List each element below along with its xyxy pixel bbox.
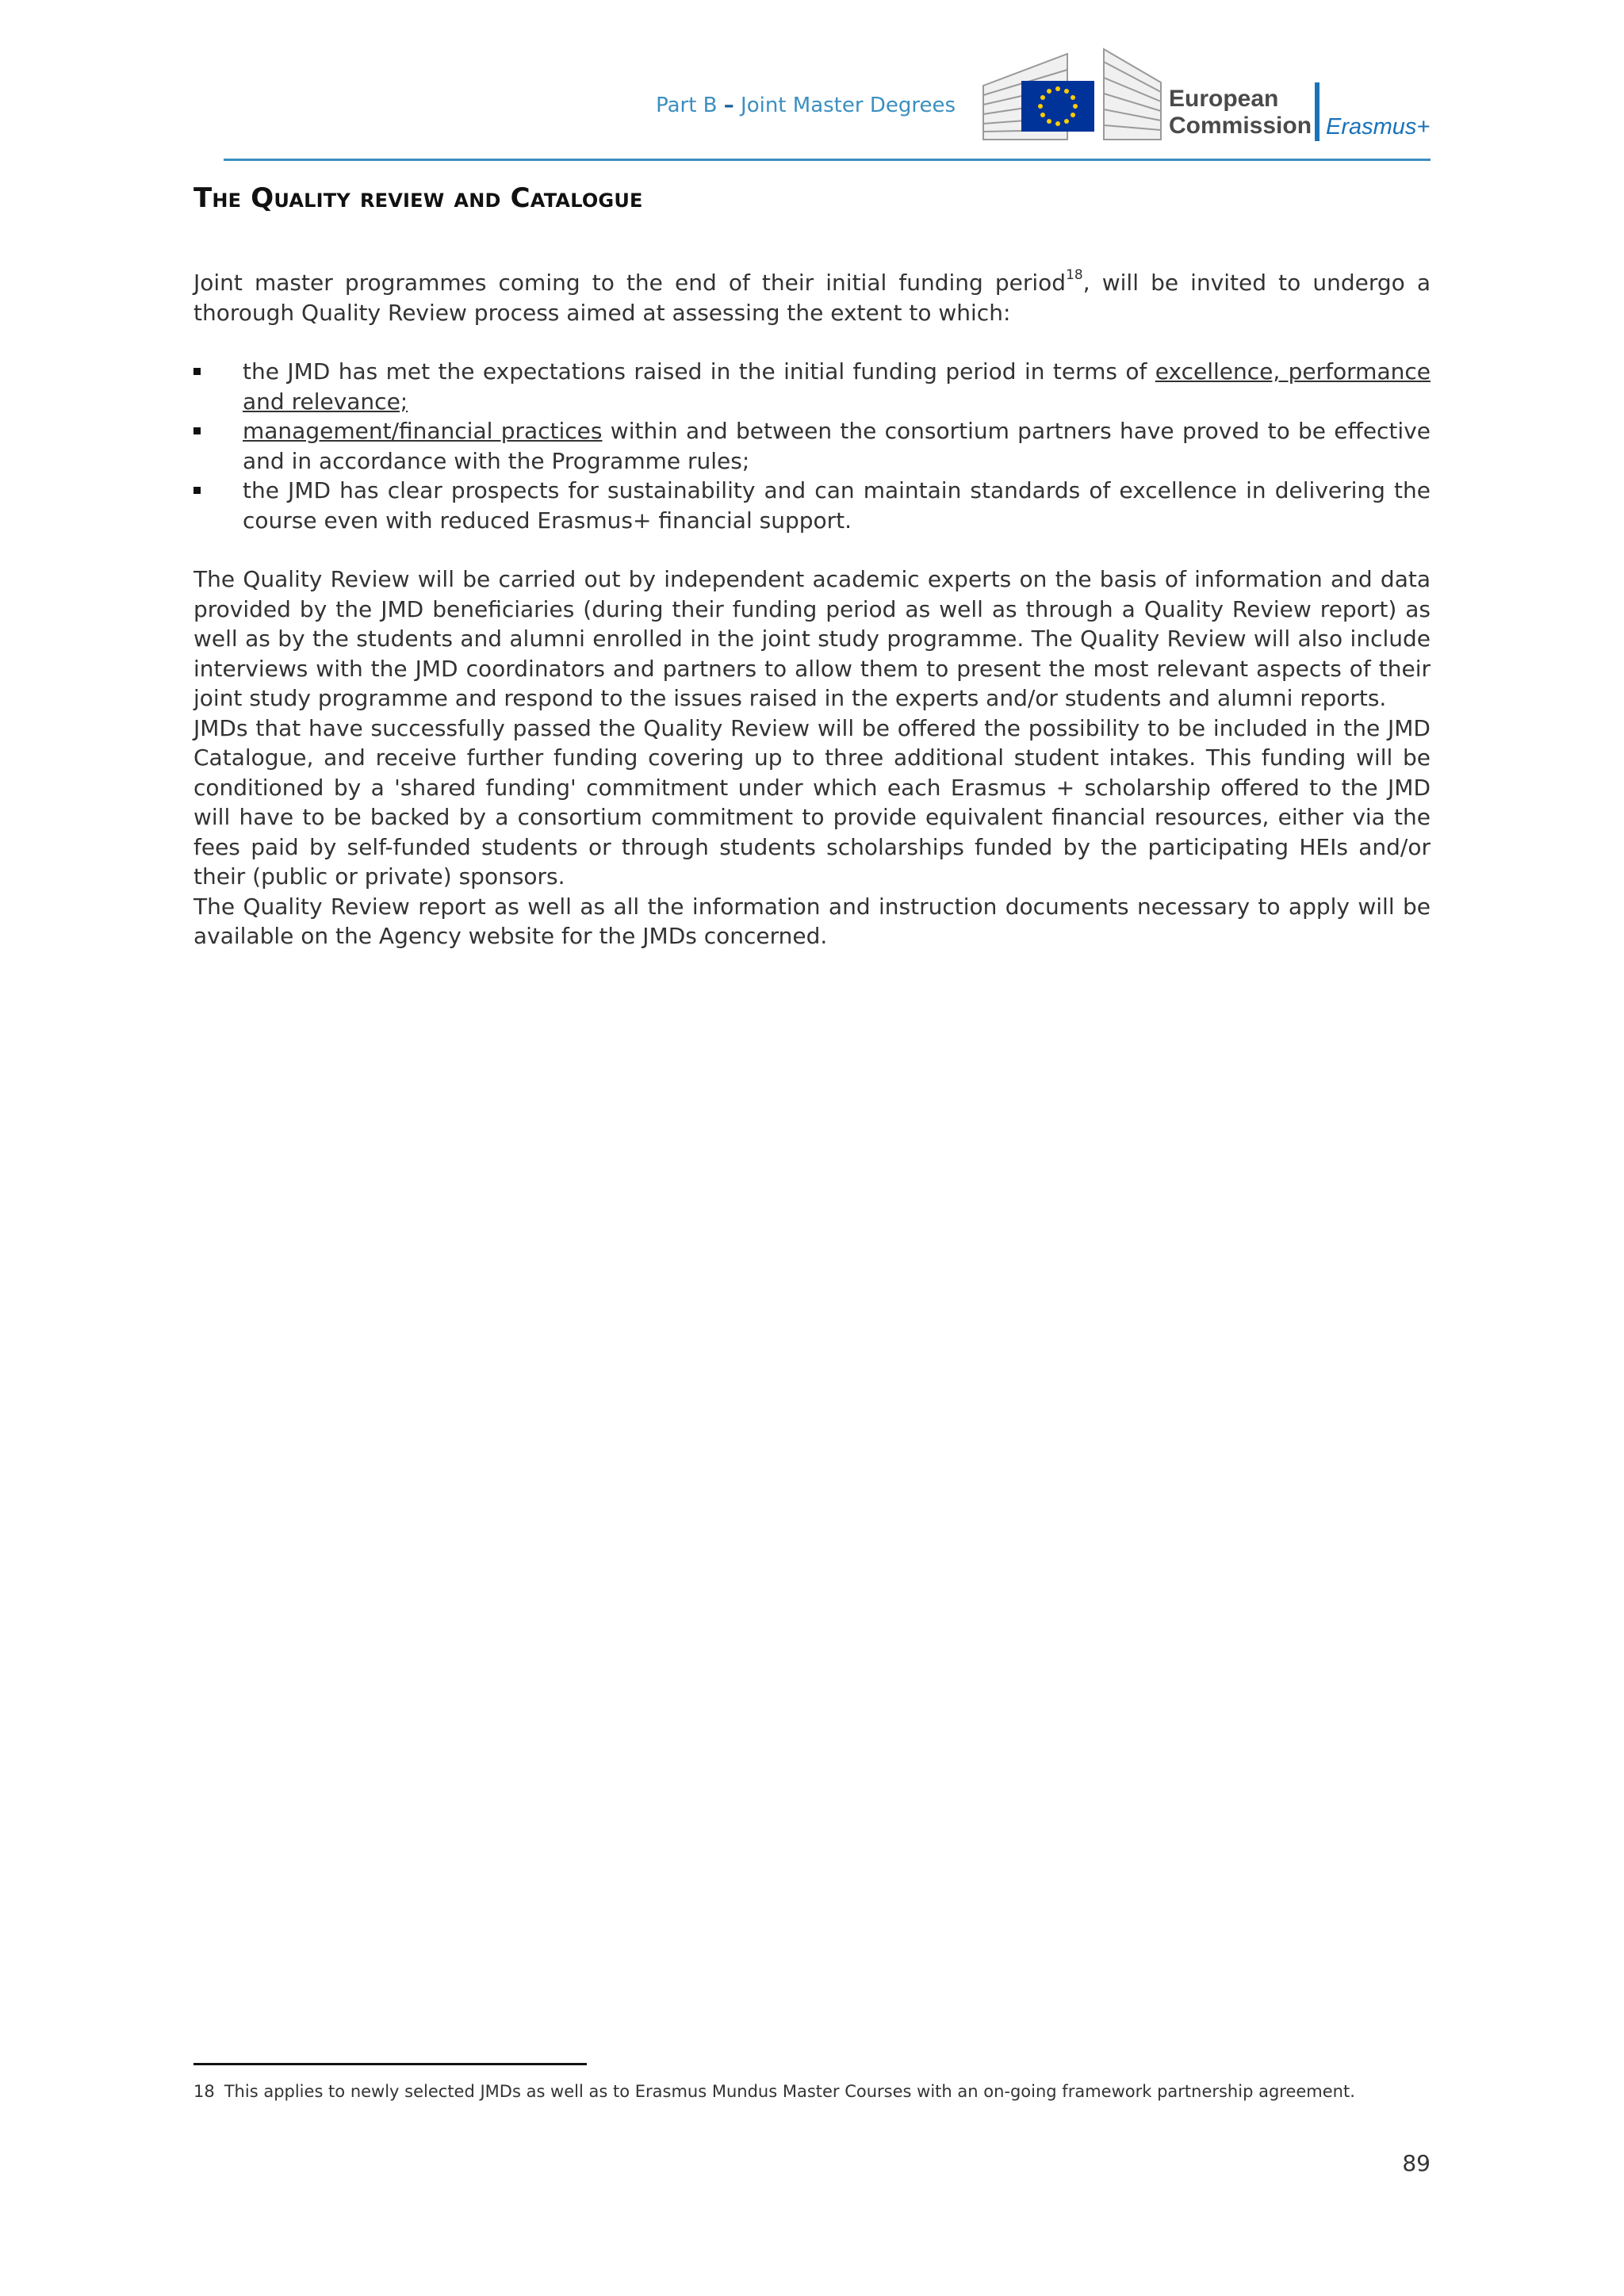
list-item-underlined: management/financial practices — [243, 418, 603, 444]
logo-line-commission: Commission — [1169, 113, 1312, 139]
logo-divider — [1315, 82, 1320, 141]
logo-line-european: European — [1169, 86, 1279, 112]
bullet-icon — [193, 427, 201, 434]
header-rule — [224, 159, 1431, 161]
footnote-reference[interactable]: 18 — [1066, 267, 1083, 283]
header-section: Joint Master Degrees — [741, 94, 956, 117]
list-item-underlined: excellence, performance and relevance; — [243, 358, 1431, 415]
page-number: 89 — [1402, 2150, 1431, 2176]
intro-text-before: Joint master programmes coming to the end of their initial funding period — [193, 270, 1067, 296]
header-part: Part B — [656, 94, 718, 117]
footnote-number: 18 — [193, 2082, 215, 2101]
page-content — [193, 182, 1431, 951]
header-dash: – — [723, 94, 734, 117]
intro-paragraph — [193, 268, 1431, 327]
criteria-list — [193, 357, 1431, 535]
erasmus-plus-logo: Erasmus+ — [1326, 114, 1431, 140]
footnote-rule — [193, 2063, 587, 2065]
european-commission-logo-icon — [980, 46, 1164, 144]
list-item-text: the JMD has clear prospects for sustainability and can maintain standards of excellence in delivering the course even with reduced Erasmus+ financial support. — [243, 477, 1431, 534]
list-item — [193, 416, 1431, 476]
list-item-text: the JMD has met the expectations raised in the initial funding period in terms of — [243, 358, 1155, 385]
list-item — [193, 357, 1431, 416]
bullet-icon — [193, 368, 201, 375]
body-paragraph: The Quality Review report as well as all the information and instruction documents necessary to apply will be available on the Agency website for the JMDs concerned. — [193, 893, 1431, 949]
running-header — [555, 94, 956, 117]
logo-wordmark — [1169, 86, 1312, 140]
intro-text-after: , will be invited to undergo a thorough Quality Review process aimed at assessing the extent to which: — [193, 270, 1431, 326]
body-paragraph: JMDs that have successfully passed the Quality Review will be offered the possibility to be included in the JMD Catalogue, and receive further funding covering up to three additional student intakes. This funding will be conditioned by a 'shared funding' commitment under which each Erasmus + scholarship offered to the JMD will have to be backed by a consortium commitment to provide equivalent financial resources, either via the fees paid by self-funded students or through students scholarships funded by the participating HEIs and/or their (public or private) sponsors. — [193, 714, 1431, 890]
footnote — [193, 2082, 1431, 2101]
section-title: The Quality review and Catalogue — [193, 182, 643, 214]
footnote-text: This applies to newly selected JMDs as well as to Erasmus Mundus Master Courses with an on-going framework partnership agreement. — [224, 2082, 1355, 2101]
bullet-icon — [193, 487, 201, 494]
list-item — [193, 476, 1431, 535]
list-item-text-after: within and between the consortium partners have proved to be effective and in accordance with the Programme rules; — [243, 418, 1431, 474]
body-paragraph: The Quality Review will be carried out by independent academic experts on the basis of information and data provided by the JMD beneficiaries (during their funding period as well as through a Quality Review report) as well as by the students and alumni enrolled in the joint study programme. The Quality Review will also include interviews with the JMD coordinators and partners to allow them to present the most relevant aspects of their joint study programme and respond to the issues raised in the experts and/or students and alumni reports. — [193, 566, 1431, 711]
